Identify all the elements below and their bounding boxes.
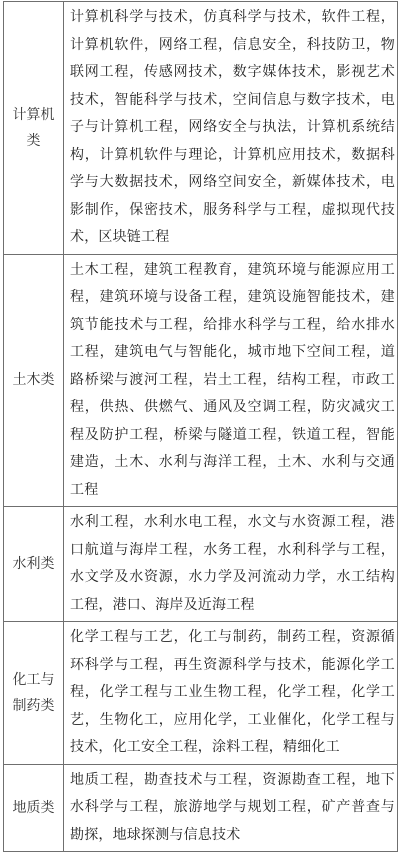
majors-cell: 水利工程，水利水电工程，水文与水资源工程，港口航道与海岸工程，水务工程，水利科学与工程，水文学及水资源，水力学及河流动力学，水工结构工程，港口、海岸及近海工程: [64, 507, 398, 622]
majors-cell: 土木工程，建筑工程教育，建筑环境与能源应用工程，建筑环境与设备工程，建筑设施智能技术，建筑节能技术与工程，给排水科学与工程，给水排水工程，建筑电气与智能化，城市地下空间工程，道路桥梁与渡河工程，岩土工程，结构工程，市政工程，供热、供燃气、通风及空调工程，防灾减灾工程及防护工程，桥梁与隧道工程，铁道工程，智能建造，土木、水利与海洋工程，土木、水利与交通工程: [64, 254, 398, 507]
category-label: 水利类: [12, 556, 55, 572]
majors-cell: 计算机科学与技术，仿真科学与技术，软件工程，计算机软件，网络工程，信息安全，科技防卫，物联网工程，传感网技术，数字媒体技术，影视艺术技术，智能科学与技术，空间信息与数字技术，电子与计算机工程，网络安全与执法，计算机系统结构，计算机软件与理论，计算机应用技术，数据科学与大数据技术，网络空间安全，新媒体技术，电影制作，保密技术，服务科学与工程，虚拟现代技术，区块链工程: [64, 2, 398, 255]
category-label: 计算机类: [12, 106, 55, 149]
majors-table: [3, 1, 398, 852]
majors-cell: 化学工程与工艺，化工与制药，制药工程，资源循环科学与工程，再生资源科学与技术，能源化学工程，化学工程与工业生物工程，化学工程，化学工艺，生物化工，应用化学，工业催化，化学工程与技术，化工安全工程，涂料工程，精细化工: [64, 622, 398, 765]
category-cell: [4, 622, 64, 765]
category-label: 化工与制药类: [12, 671, 55, 714]
category-cell: [4, 507, 64, 622]
table-row: [4, 2, 398, 255]
table-row: [4, 622, 398, 765]
majors-cell: 地质工程，勘查技术与工程，资源勘查工程，地下水科学与工程，旅游地学与规划工程，矿产普查与勘探，地球探测与信息技术: [64, 764, 398, 852]
table-row: [4, 507, 398, 622]
table-row: [4, 254, 398, 507]
category-cell: [4, 764, 64, 852]
table-row: [4, 764, 398, 852]
category-cell: [4, 254, 64, 507]
category-label: 土木类: [12, 372, 55, 389]
category-label: 地质类: [12, 799, 55, 816]
category-cell: [4, 2, 64, 255]
